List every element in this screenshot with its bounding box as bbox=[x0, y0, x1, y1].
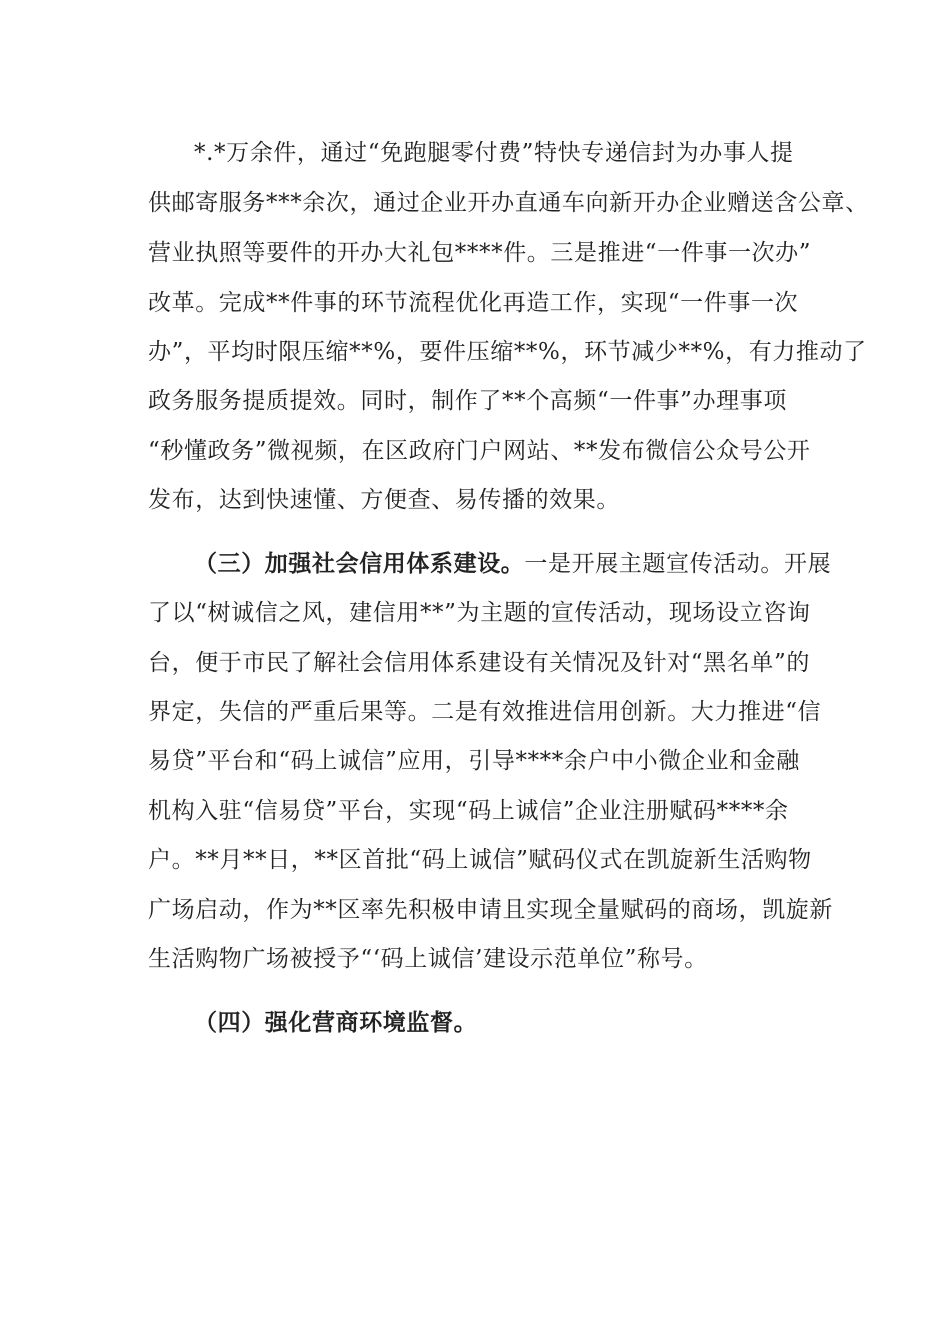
paragraph-1-line-2: 供邮寄服务***余次，通过企业开办直通车向新开办企业赠送含公章、 bbox=[148, 190, 869, 216]
paragraph-1-line-4: 改革。完成**件事的环节流程优化再造工作，实现“一件事一次 bbox=[148, 290, 799, 316]
paragraph-2-line-8: 广场启动，作为**区率先积极申请且实现全量赋码的商场，凯旋新 bbox=[148, 897, 833, 923]
paragraph-1-line-6: 政务服务提质提效。同时，制作了**个高频“一件事”办理事项 bbox=[148, 388, 787, 414]
paragraph-1-line-3: 营业执照等要件的开办大礼包****件。三是推进“一件事一次办” bbox=[148, 240, 812, 266]
paragraph-2-line-7: 户。**月**日，**区首批“码上诚信”赋码仪式在凯旋新生活购物 bbox=[148, 847, 812, 873]
section-4-heading: （四）强化营商环境监督。 bbox=[194, 1010, 478, 1036]
paragraph-1-line-5: 办”，平均时限压缩**%，要件压缩**%，环节减少**%，有力推动了 bbox=[148, 339, 867, 365]
paragraph-2-line-9: 生活购物广场被授予“‘码上诚信’建设示范单位”称号。 bbox=[148, 946, 708, 972]
paragraph-2-line-2: 了以“树诚信之风，建信用**”为主题的宣传活动，现场设立咨询 bbox=[148, 600, 811, 626]
paragraph-2-line-3: 台，便于市民了解社会信用体系建设有关情况及针对“黑名单”的 bbox=[148, 650, 810, 676]
paragraph-2-line-4: 界定，失信的严重后果等。二是有效推进信用创新。大力推进“信 bbox=[148, 699, 822, 725]
paragraph-2-line-5: 易贷”平台和“码上诚信”应用，引导****余户中小微企业和金融 bbox=[148, 748, 800, 774]
paragraph-1-line-7: “秒懂政务”微视频，在区政府门户网站、**发布微信公众号公开 bbox=[148, 438, 811, 464]
paragraph-1-line-1: *.*万余件，通过“免跑腿零付费”特快专递信封为办事人提 bbox=[194, 140, 794, 166]
paragraph-1-line-8: 发布，达到快速懂、方便查、易传播的效果。 bbox=[148, 487, 620, 513]
paragraph-2-line-6: 机构入驻“信易贷”平台，实现“码上诚信”企业注册赋码****余 bbox=[148, 798, 789, 824]
paragraph-2-first-line bbox=[194, 549, 831, 579]
section-3-heading: （三）加强社会信用体系建设。 bbox=[194, 551, 525, 577]
paragraph-2-first-line-text: 一是开展主题宣传活动。开展 bbox=[524, 551, 832, 577]
